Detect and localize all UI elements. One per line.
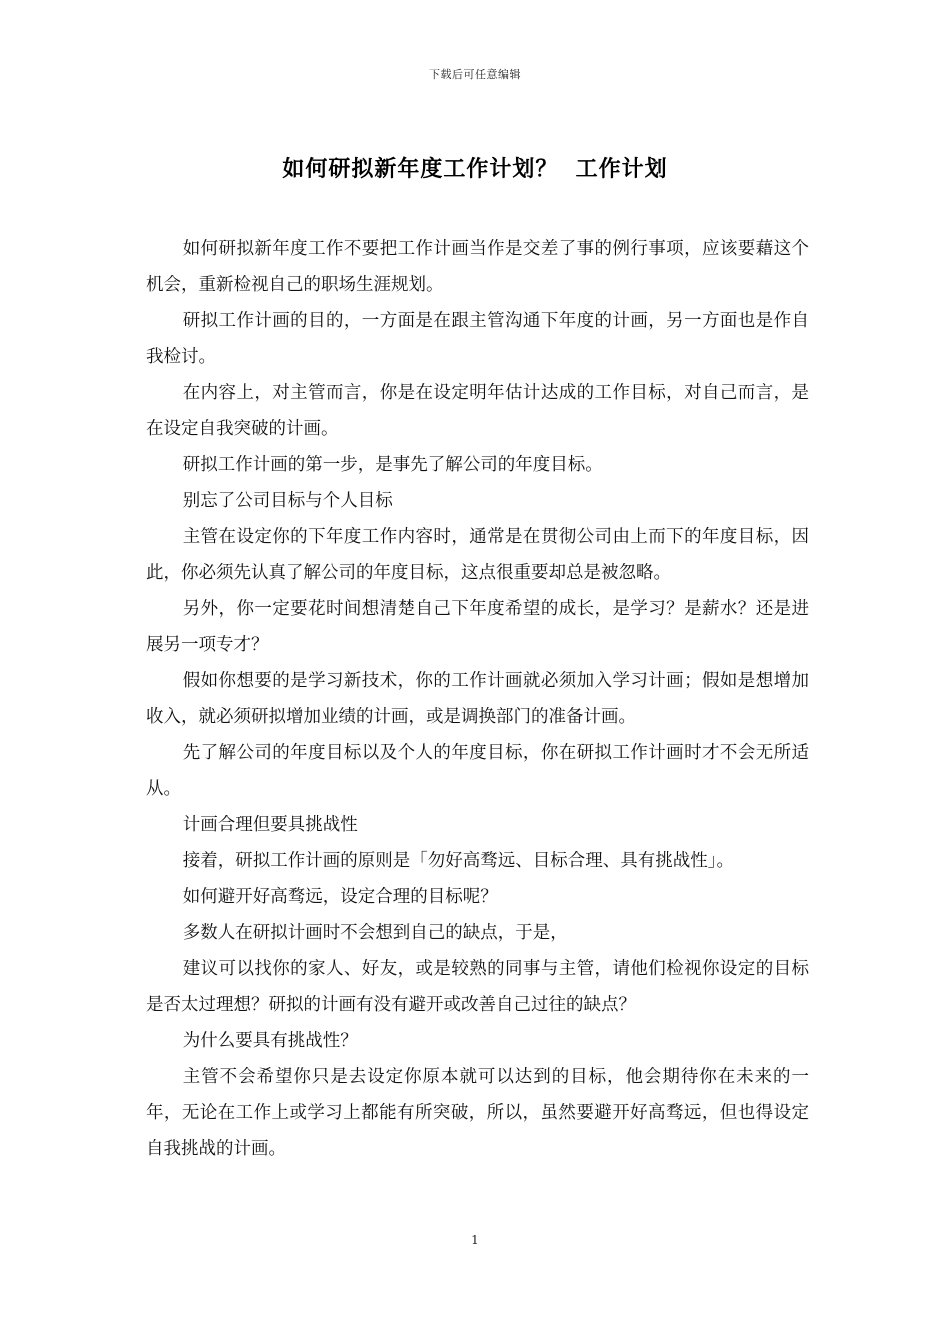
paragraph: 接着，研拟工作计画的原则是「勿好高骛远、目标合理、具有挑战性」。 bbox=[182, 851, 734, 871]
paragraph: 研拟工作计画的目的，一方面是在跟主管沟通下年度的计画，另一方面也是作自我检讨。 bbox=[146, 311, 809, 367]
section-heading: 计画合理但要具挑战性 bbox=[182, 815, 358, 835]
paragraph: 如何研拟新年度工作不要把工作计画当作是交差了事的例行事项，应该要藉这个机会，重新检视自己的职场生涯规划。 bbox=[146, 239, 809, 295]
paragraph: 建议可以找你的家人、好友，或是较熟的同事与主管，请他们检视你设定的目标是否太过理想？研拟的计画有没有避开或改善自己过往的缺点？ bbox=[146, 959, 809, 1015]
header-note: 下载后可任意编辑 bbox=[429, 68, 521, 81]
section-heading: 别忘了公司目标与个人目标 bbox=[182, 491, 393, 511]
paragraph: 主管在设定你的下年度工作内容时，通常是在贯彻公司由上而下的年度目标，因此，你必须先认真了解公司的年度目标，这点很重要却总是被忽略。 bbox=[146, 527, 809, 583]
paragraph: 如何避开好高骛远，设定合理的目标呢？ bbox=[182, 887, 498, 907]
paragraph: 主管不会希望你只是去设定你原本就可以达到的目标，他会期待你在未来的一年，无论在工作上或学习上都能有所突破，所以，虽然要避开好高骛远，但也得设定自我挑战的计画。 bbox=[146, 1067, 809, 1159]
page-number: 1 bbox=[471, 1233, 479, 1247]
document-body bbox=[146, 231, 809, 1167]
paragraph: 多数人在研拟计画时不会想到自己的缺点，于是， bbox=[182, 923, 568, 943]
paragraph: 为什么要具有挑战性？ bbox=[182, 1031, 358, 1051]
paragraph: 研拟工作计画的第一步，是事先了解公司的年度目标。 bbox=[182, 455, 603, 475]
paragraph: 先了解公司的年度目标以及个人的年度目标，你在研拟工作计画时才不会无所适从。 bbox=[146, 743, 809, 799]
paragraph: 另外，你一定要花时间想清楚自己下年度希望的成长，是学习？是薪水？还是进展另一项专才？ bbox=[146, 599, 809, 655]
paragraph: 假如你想要的是学习新技术，你的工作计画就必须加入学习计画；假如是想增加收入，就必须研拟增加业绩的计画，或是调换部门的准备计画。 bbox=[146, 671, 809, 727]
document-title: 如何研拟新年度工作计划？ 工作计划 bbox=[282, 157, 668, 182]
paragraph: 在内容上，对主管而言，你是在设定明年估计达成的工作目标，对自己而言，是在设定自我突破的计画。 bbox=[146, 383, 809, 439]
